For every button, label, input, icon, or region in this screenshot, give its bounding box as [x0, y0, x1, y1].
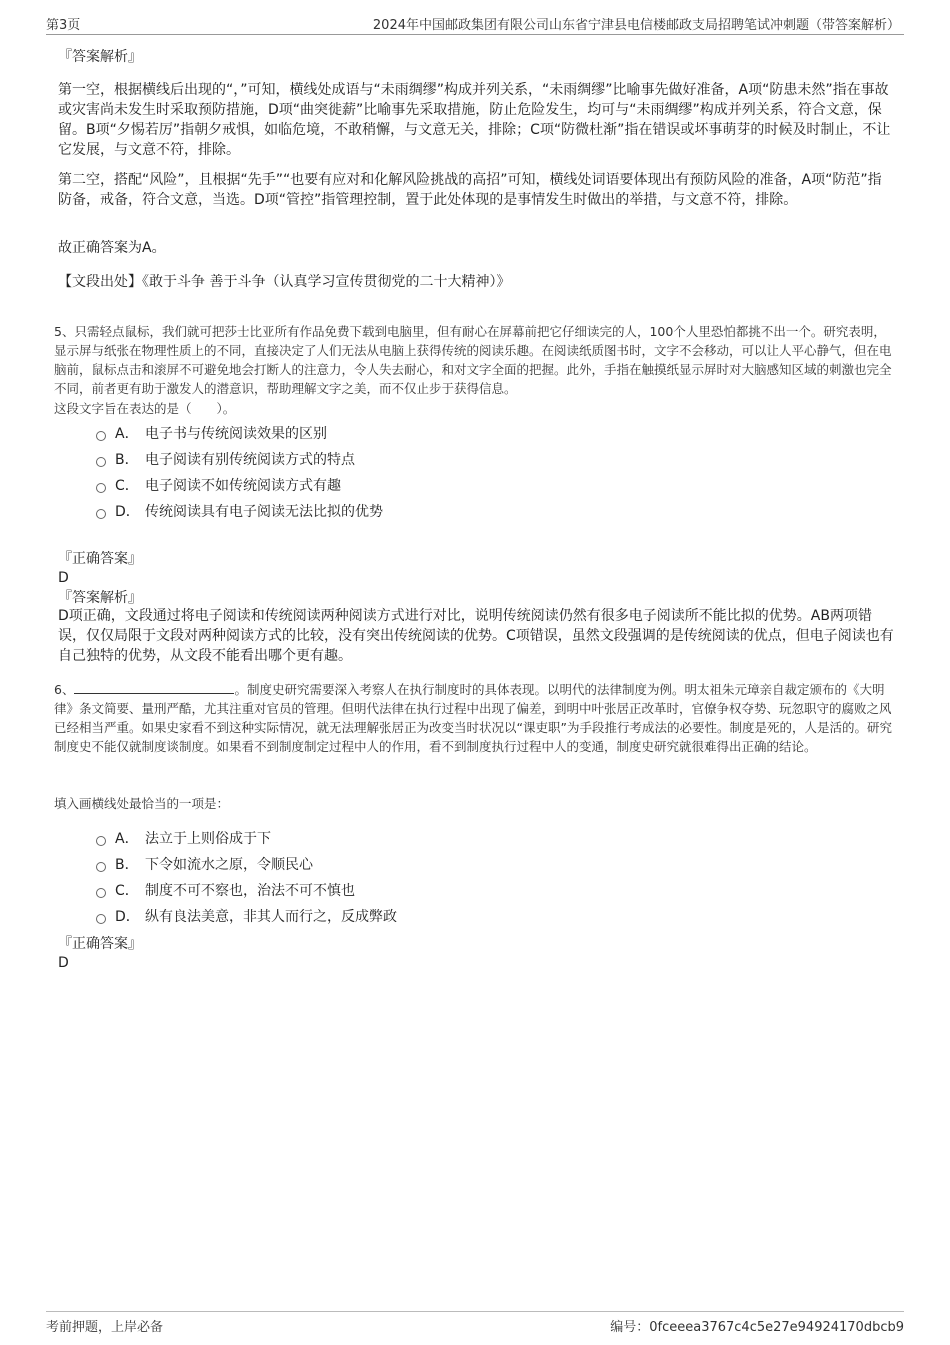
q4-source: 【文段出处】《敢于斗争 善于斗争（认真学习宣传贯彻党的二十大精神）》	[58, 274, 511, 290]
q5-question: 这段文字旨在表达的是（ ）。	[54, 401, 236, 416]
q5-stem: 5、只需轻点鼠标，我们就可把莎士比亚所有作品免费下载到电脑里，但有耐心在屏幕前把它仔细读完的人，100个人里恐怕都挑不出一个。研究表明，显示屏与纸张在物理性质上的不同，直接决定了人们无法从电脑上获得传统的阅读乐趣。在阅读纸质图书时，文字不会移动，可以让人平心静气，但在电脑前，鼠标点击和滚屏不可避免地会打断人的注意力，令人失去耐心，和对文字全面的把握。此外，手指在触摸纸显示屏时对大脑感知区域的刺激也完全不同，前者更有助于激发人的潜意识，帮助理解文字之美，而不仅止步于获得信息。	[54, 324, 892, 396]
q5-answer-label: 『正确答案』	[58, 551, 142, 567]
footer-code: 编号：0fceeea3767c4c5e27e94924170dbcb9	[610, 1320, 904, 1335]
radio-icon[interactable]	[96, 483, 106, 493]
q5-option-a[interactable]: A． 电子书与传统阅读效果的区别	[96, 420, 796, 446]
q4-analysis-label: 『答案解析』	[58, 49, 142, 65]
q6-option-b[interactable]: B． 下令如流水之原，令顺民心	[96, 851, 796, 877]
q4-analysis-para1: 第一空，根据横线后出现的“，”可知，横线处成语与“未雨绸缪”构成并列关系，“未雨绸缪”比喻事先做好准备，A项“防患未然”指在事故或灾害尚未发生时采取预防措施，D项“曲突徙薪”比喻事先采取措施，防止危险发生，均可与“未雨绸缪”构成并列关系，符合文意，保留。B项“夕惕若厉”指朝夕戒惧，如临危境，不敢稍懈，与文意无关，排除；C项“防微杜渐”指在错误或坏事萌芽的时候及时制止，不让它发展，与文意不符，排除。	[58, 82, 891, 158]
q5-options	[96, 420, 796, 524]
radio-icon[interactable]	[96, 914, 106, 924]
q4-analysis-para2: 第二空，搭配“风险”，且根据“先手”“也要有应对和化解风险挑战的高招”可知，横线处词语要体现出有预防风险的准备，A项“防范”指防备，戒备，符合文意，当选。D项“管控”指管理控制，置于此处体现的是事情发生时做出的举措，与文意不符，排除。	[58, 172, 882, 208]
q4-conclusion: 故正确答案为A。	[58, 240, 166, 256]
page-header	[46, 14, 904, 35]
radio-icon[interactable]	[96, 836, 106, 846]
q6-option-c[interactable]: C． 制度不可不察也，治法不可不慎也	[96, 877, 796, 903]
q6-option-a[interactable]: A． 法立于上则俗成于下	[96, 825, 796, 851]
footer-motto: 考前押题，上岸必备	[46, 1320, 164, 1335]
radio-icon[interactable]	[96, 888, 106, 898]
q6-stem-text: 。制度史研究需要深入考察人在执行制度时的具体表现。以明代的法律制度为例。明太祖朱元璋亲自裁定颁布的《大明律》条文简要、量刑严酷，尤其注重对官员的管理。但明代法律在执行过程中出现了偏差，到明中叶张居正改革时，官僚争权夺势、玩忽职守的腐败之风已经相当严重。如果史家看不到这种实际情况，就无法理解张居正为改变当时状况以“课吏职”为手段推行考成法的必要性。制度是死的，人是活的。研究制度史不能仅就制度谈制度。如果看不到制度制定过程中人的作用，看不到制度执行过程中人的变通，制度史研究就很难得出正确的结论。	[54, 682, 892, 754]
q6-answer-label: 『正确答案』	[58, 936, 142, 952]
q5-option-b[interactable]: B． 电子阅读有别传统阅读方式的特点	[96, 446, 796, 472]
q6-answer: D	[58, 955, 69, 971]
q5-analysis: D项正确，文段通过将电子阅读和传统阅读两种阅读方式进行对比，说明传统阅读仍然有很多电子阅读所不能比拟的优势。AB两项错误，仅仅局限于文段对两种阅读方式的比较，没有突出传统阅读的优势。C项错误，虽然文段强调的是传统阅读的优点，但电子阅读也有自己独特的优势，从文段不能看出哪个更有趣。	[58, 608, 894, 664]
q6-blank	[74, 681, 234, 694]
q6-stem	[54, 680, 896, 756]
document-title: 2024年中国邮政集团有限公司山东省宁津县电信楼邮政支局招聘笔试冲刺题（带答案解析）	[372, 18, 900, 33]
q6-question: 填入画横线处最恰当的一项是：	[54, 796, 230, 811]
radio-icon[interactable]	[96, 431, 106, 441]
q6-options	[96, 825, 796, 929]
q6-number: 6、	[54, 682, 75, 697]
q5-option-d[interactable]: D． 传统阅读具有电子阅读无法比拟的优势	[96, 498, 796, 524]
page-number: 第3页	[46, 18, 81, 33]
radio-icon[interactable]	[96, 457, 106, 467]
q5-answer: D	[58, 570, 69, 586]
q6-option-d[interactable]: D． 纵有良法美意，非其人而行之，反成弊政	[96, 903, 796, 929]
radio-icon[interactable]	[96, 509, 106, 519]
q5-analysis-label: 『答案解析』	[58, 590, 142, 606]
page-footer	[46, 1311, 904, 1335]
q5-option-c[interactable]: C． 电子阅读不如传统阅读方式有趣	[96, 472, 796, 498]
radio-icon[interactable]	[96, 862, 106, 872]
